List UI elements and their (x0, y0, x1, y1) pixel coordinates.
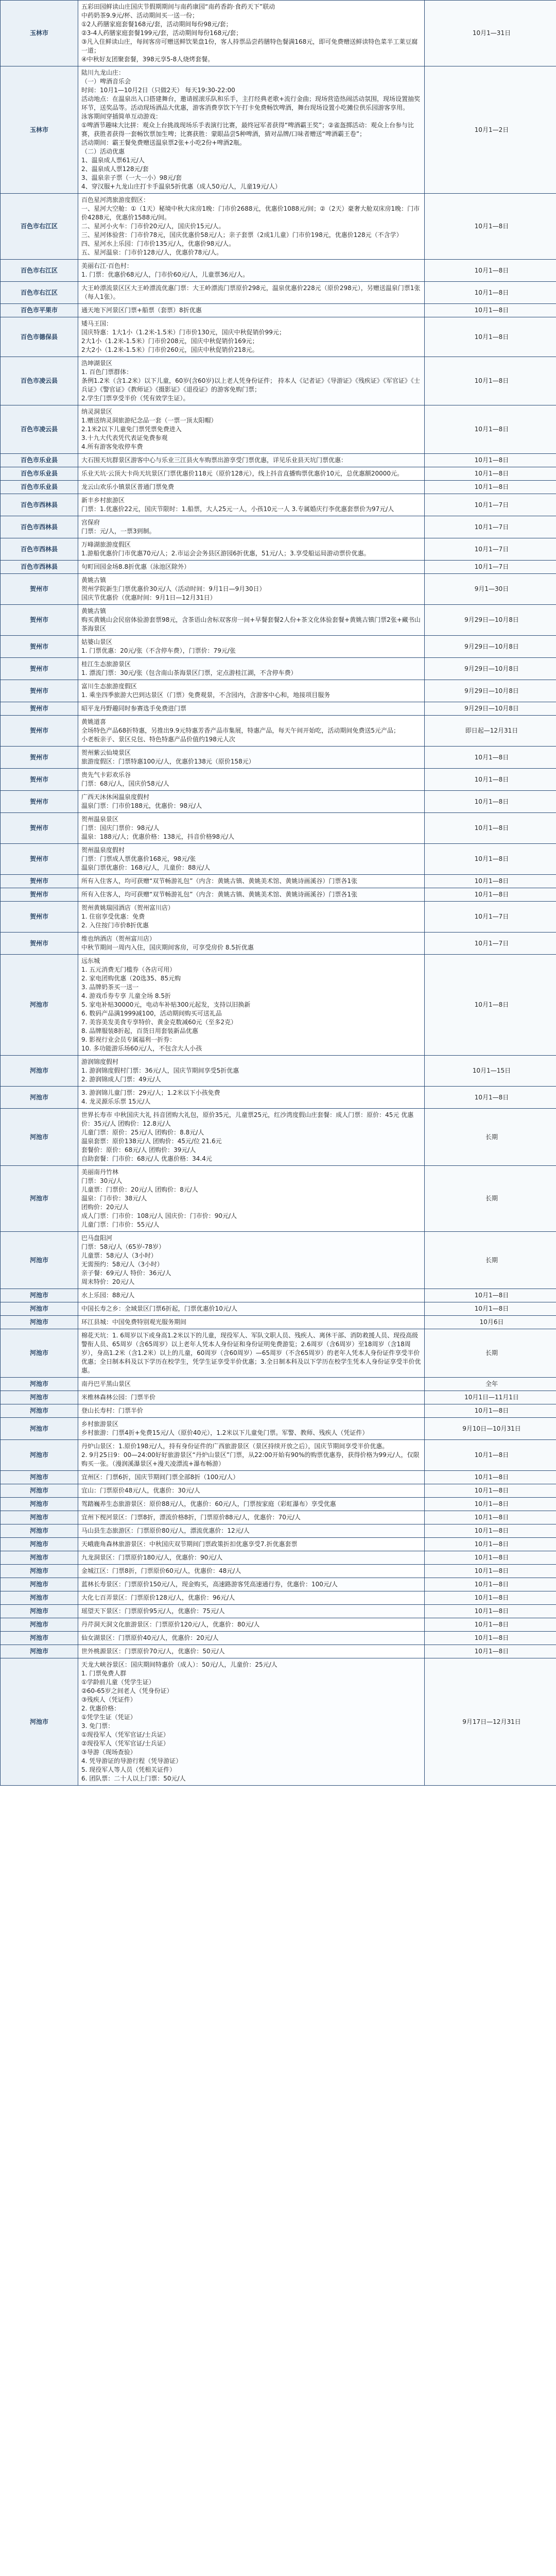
period-cell: 10月1—8日 (425, 317, 556, 357)
detail-cell: 百色星河湾旅游度假区： 一、星河大空舱：①（1天）秘境中秋大床房1晚：门市价2688元，优惠价1088元/间；②（2天）豪奢大舱双床房1晚：门市价4288元，优惠价1588元/间。 二、星河小火车：门市价20元/人，国庆价15元/人。 三、星河体验营：门市价78元，国庆优惠价58元/人；亲子套票（2成1儿童）门市价198元，优惠价128元（不含学） 四、星河水上乐园：门市价135元/人，优惠价98元/人。 五、星河温泉：门市价128元/人，优惠价78元/人。 (78, 194, 425, 260)
city-cell: 贺州市 (1, 702, 78, 716)
period-cell: 10月1—8日 (425, 1538, 556, 1551)
period-cell: 9月17日—12月31日 (425, 1658, 556, 1786)
period-cell: 10月1—8日 (425, 813, 556, 844)
detail-cell: 黄姚古镇 贺州学院新生门票优惠价30元/人（活动时间：9月1日—9月30日） 国庆节优惠价（优惠时间：9月1日—12月31日） (78, 574, 425, 605)
table-row (1, 1, 556, 66)
detail-cell: 桂江生态旅游景区 1. 漂流门票：30元/张（包含南山茶海景区门票，定点游桂江湖，不含停车费） (78, 658, 425, 680)
detail-cell: 丹炉山景区：1.原价198元/人，持有身份证件的广西旅游景区（景区持续开放之后），国庆节期间享受半价优惠。 2. 9月25日9：00—24:00好好旅游景区“丹炉山景区”门票，从22:00开始有90%的购票优惠券，获得价格为99元/人，仅限购买一张。（漫润溪瀑景区+漫天凌漂流+瀑布畅游） (78, 1440, 425, 1471)
table-row (1, 1645, 556, 1658)
city-cell: 百色市西林县 (1, 494, 78, 516)
detail-cell: 宜州区：门票6折，国庆节期间门票全部8折（100元/人） (78, 1471, 425, 1484)
period-cell: 9月29日—10月8日 (425, 658, 556, 680)
table-row (1, 1056, 556, 1087)
city-cell: 河池市 (1, 1316, 78, 1329)
city-cell: 河池市 (1, 1551, 78, 1565)
table-row (1, 702, 556, 716)
period-cell: 10月1—8日 (425, 467, 556, 481)
detail-cell: 天龙大峡谷景区：国庆期间特惠价（成人）：50元/人，儿童价：25元/人 1. 门票免费人群 ①学龄前儿童（凭学生证） ②60-65岁之间老人（凭身份证） ③残疾人（凭证件） 2. 优惠价格： ①凭学生证（凭证） 3. 免门票： ①现役军人（凭军官证/士兵证） ②现役军人（凭军官证/士兵证） ③导游（现场查验） 4. 凭导游证的导游行程（凭导游证） 5. 现役军人等人员（凭相关证件） 6. 团队票：二十人以上门票：50元/人 (78, 1658, 425, 1786)
city-cell: 河池市 (1, 955, 78, 1056)
city-cell: 河池市 (1, 1378, 78, 1391)
period-cell: 10月1—8日 (425, 1440, 556, 1471)
table-row (1, 494, 556, 516)
city-cell: 百色市右江区 (1, 260, 78, 282)
detail-cell: 米椎林森林公园：门票半价 (78, 1391, 425, 1404)
table-row (1, 1404, 556, 1418)
period-cell: 10月1—8日 (425, 1087, 556, 1109)
period-cell: 10月1—8日 (425, 1578, 556, 1591)
city-cell: 河池市 (1, 1484, 78, 1498)
table-row (1, 1471, 556, 1484)
city-cell: 河池市 (1, 1645, 78, 1658)
detail-cell: 昭平龙丹野趣同时参赛选手免费进门票 (78, 702, 425, 716)
detail-cell: 黄姚道喜 全场特色产品68折特惠，另推出9.9元特惠芳香产品市集展，特惠产品，每天午间开始吃，活动期间免费送5元产品； 小老板亲子、景区兑包、特色特惠产品价值约198元人次 (78, 716, 425, 747)
detail-cell: 游润锦度假村 1. 游润锦度假村门票：36元/人，国庆节期间享受5折优惠 2. 游润锦成人门票：49元/人 (78, 1056, 425, 1087)
period-cell: 10月1—8日 (425, 1511, 556, 1524)
table-row (1, 481, 556, 494)
table-row (1, 605, 556, 636)
detail-cell: 贺州紫云仙境景区 旅游度假区：门票特惠100元/人，优惠价138元（原价158元） (78, 747, 425, 769)
city-cell: 河池市 (1, 1605, 78, 1618)
detail-cell: 金城江区：门票8折，门票原价60元/人，优惠价：48元/人 (78, 1565, 425, 1578)
detail-cell: 万峰湖旅游度假区 1.游船优惠价门市优惠70元/人；2.市运会会务县区游园6折优惠，51元/人；3.享受船运局游动票价优惠。 (78, 538, 425, 561)
city-cell: 河池市 (1, 1618, 78, 1632)
detail-cell: 贺州黄姚瑞园酒店（贺州富川店） 1. 住宿享受优惠：免费 2. 入住按门市价8折优惠 (78, 902, 425, 933)
city-cell: 百色市乐业县 (1, 454, 78, 467)
city-cell: 百色市乐业县 (1, 467, 78, 481)
city-cell: 河池市 (1, 1498, 78, 1511)
table-row (1, 1511, 556, 1524)
detail-cell: 富川生态旅游度假区 1. 乘坐四季旅游大巴到达景区（门票）免费观景，不含园内，含游客中心和，地接项目服务 (78, 680, 425, 702)
period-cell: 10月6日 (425, 1316, 556, 1329)
period-cell: 9月1—30日 (425, 574, 556, 605)
table-row (1, 813, 556, 844)
table-row (1, 467, 556, 481)
table-row (1, 1658, 556, 1786)
table-row (1, 1524, 556, 1538)
city-cell: 百色市西林县 (1, 538, 78, 561)
period-cell: 10月1—7日 (425, 902, 556, 933)
city-cell: 河池市 (1, 1418, 78, 1440)
table-row (1, 1232, 556, 1289)
period-cell: 10月1—8日 (425, 1404, 556, 1418)
period-cell: 9月29日—10月8日 (425, 702, 556, 716)
table-row (1, 574, 556, 605)
city-cell: 河池市 (1, 1391, 78, 1404)
detail-cell: 维也纳酒店（贺州富川店） 中秋节期间一周内入住，国庆期间客房，可享受房价 8.5折优惠 (78, 933, 425, 955)
table-row (1, 888, 556, 902)
city-cell: 贺州市 (1, 933, 78, 955)
city-cell: 贺州市 (1, 888, 78, 902)
detail-cell: 宫保府 门票：元/人，一票3到制。 (78, 516, 425, 538)
detail-cell: 瑶望天下景区：门票原价95元/人，优惠价：75元/人 (78, 1605, 425, 1618)
city-cell: 河池市 (1, 1166, 78, 1232)
detail-cell: 丹芹洞天洞文化旅游景区：门票原价120元/人，优惠价：80元/人 (78, 1618, 425, 1632)
period-cell: 10月1—8日 (425, 1471, 556, 1484)
table-row (1, 317, 556, 357)
detail-cell: 3. 游润锦儿童门票：29元/人；1.2米以下小孩免费 4. 龙灵源乐乐票 15元/人 (78, 1087, 425, 1109)
table-row (1, 1329, 556, 1378)
detail-cell: 新丰乡村旅游区 门票：1.优惠价22元，国庆节限时：1.船票，大人25元一人，小孩10元一人 3.专属婚庆行李优惠套票价为97元/人 (78, 494, 425, 516)
city-cell: 百色市右江区 (1, 282, 78, 304)
detail-cell: 登山长寿村：门票半价 (78, 1404, 425, 1418)
period-cell: 10月1—8日 (425, 481, 556, 494)
detail-cell: 广西天沐休闲温泉度假村 温泉门票：门市价188元，优惠价：98元/人 (78, 791, 425, 813)
period-cell: 长期 (425, 1232, 556, 1289)
detail-cell: 浩坤湖景区 1. 百色门票群体： 条例1.2米（含1.2米）以下儿童，60岁(含60岁)以上老人凭身份证件； 持本人《记者证》《导游证》《残疾证》《军官证》《士兵证》《警官证》《教师证》《摄影证》《退役证》的游客免购门票； 2.学生门票享受半价（凭有效学生证）。 (78, 357, 425, 405)
table-row (1, 791, 556, 813)
detail-cell: 世外桃源景区：门票原价70元/人，优惠价：50元/人 (78, 1645, 425, 1658)
table-row (1, 1498, 556, 1511)
city-cell: 河池市 (1, 1471, 78, 1484)
detail-cell: 美丽南丹竹林 门票：30元/人 儿童票：门票价：20元/人 团购价：8元/人 温泉：门市价：38元/人 团购价：20元/人 成人门票：门市价：108元/人 国庆价：门市价：90元/人 儿童门票：门市价：55元/人 (78, 1166, 425, 1232)
city-cell: 河池市 (1, 1329, 78, 1378)
table-row (1, 1440, 556, 1471)
period-cell: 10月1—8日 (425, 1605, 556, 1618)
table-row (1, 260, 556, 282)
table-row (1, 1538, 556, 1551)
detail-cell: 美丽右江·百色村： 1. 门票：优惠价68元/人，门市价60元/人，儿童票36元/人。 (78, 260, 425, 282)
period-cell: 10月1—7日 (425, 516, 556, 538)
period-cell: 10月1—8日 (425, 1289, 556, 1302)
city-cell: 贺州市 (1, 605, 78, 636)
table-row (1, 1391, 556, 1404)
table-row (1, 680, 556, 702)
period-cell: 9月10日—10月31日 (425, 1418, 556, 1440)
city-cell: 河池市 (1, 1404, 78, 1418)
period-cell: 10月1—8日 (425, 955, 556, 1056)
city-cell: 百色市平果市 (1, 304, 78, 317)
table-row (1, 1591, 556, 1605)
city-cell: 贺州市 (1, 747, 78, 769)
period-cell: 10月1—8日 (425, 1645, 556, 1658)
detail-cell: 所有入住客人，均可获赠“双节畅游礼包”（内含：黄姚古镇、黄姚美术馆、黄姚诗画溪谷）门票各1张 (78, 875, 425, 888)
table-row (1, 769, 556, 791)
detail-cell: 贺州温泉度假村 门票：门票成人票优惠价168元，98元/张 温泉门票优惠价：168元/人，儿童价：88元/人 (78, 844, 425, 875)
period-cell: 10月1—8日 (425, 844, 556, 875)
detail-cell: 乡村旅游景区 乡村旅游：门票4折+免费15元/人（原价40元），1.2米以下儿童免门票。军警、教师、残疾人（凭证件） (78, 1418, 425, 1440)
table-row (1, 1605, 556, 1618)
table-row (1, 516, 556, 538)
detail-cell: 大化七百弄景区：门票原价128元/人，优惠价：96元/人 (78, 1591, 425, 1605)
city-cell: 河池市 (1, 1289, 78, 1302)
detail-cell: 大王岭漂流景区区大王岭漂流优惠门票：大王岭漂流门票原价298元，温泉优惠价228元（原价298元），另赠送温泉门票1张（每人1张）。 (78, 282, 425, 304)
period-cell: 10月1—8日 (425, 1618, 556, 1632)
table-row (1, 747, 556, 769)
table-row (1, 716, 556, 747)
city-cell: 贺州市 (1, 902, 78, 933)
table-row (1, 538, 556, 561)
table-row (1, 1484, 556, 1498)
detail-cell: 乐业天坑·云顶大卡尚天坑景区门票优惠价118元（原价128元），线上抖音直播购票优惠价10元，总优惠额20000元。 (78, 467, 425, 481)
city-cell: 百色市西林县 (1, 516, 78, 538)
detail-cell: 黄姚古镇 购买黄姚山会民宿体验游套票98元，含茶语山舍标双客房一间+早餐套餐2人份+茶文化体验套餐+黄姚古镇门票2张+藏书山茶海景区 (78, 605, 425, 636)
period-cell: 10月1—8日 (425, 1302, 556, 1316)
period-cell: 10月1—8日 (425, 791, 556, 813)
table-row (1, 902, 556, 933)
detail-cell: 南丹巴平黑山景区 (78, 1378, 425, 1391)
period-cell: 10月1—2日 (425, 66, 556, 194)
table-row (1, 357, 556, 405)
period-cell: 全年 (425, 1378, 556, 1391)
detail-cell: 姑婆山景区 1. 门票优惠：20元/张（不含停车费），门票价：79元/张 (78, 636, 425, 658)
period-cell: 10月1—8日 (425, 1551, 556, 1565)
detail-cell: 环江县城：中国免费特别观光服务期间 (78, 1316, 425, 1329)
city-cell: 河池市 (1, 1511, 78, 1524)
detail-cell: 句町回园金场8.8折优惠（泳池区除外） (78, 561, 425, 574)
detail-cell: 仙女湖景区：门票原价40元/人，优惠价：20元/人 (78, 1632, 425, 1645)
period-cell: 10月1—8日 (425, 888, 556, 902)
period-cell: 长期 (425, 1166, 556, 1232)
period-cell: 9月29日—10月8日 (425, 636, 556, 658)
city-cell: 百色市右江区 (1, 194, 78, 260)
table-row (1, 66, 556, 194)
period-cell: 10月1—8日 (425, 1484, 556, 1498)
detail-cell: 远东城 1. 五元消费无门槛券（各店可用） 2. 家电团购优惠（20选35、85元购 3. 品牌奶茶买一送一 4. 游戏币券专享 儿童全场 8.5折 5. 家电补贴30000元，电动车补贴300元起发，支持以旧换新 6. 数码产品满1999减100，活动期间购买可送礼品 7. 美容美发美食专享特价、黄金克数减60元（至多2克） 8. 品牌服装8折起，百货日用套装新品优惠 9. 影视行业会员专属福利一折券： 10. 多功能游乐场60元/人，不包含大人小孩 (78, 955, 425, 1056)
table-row (1, 1632, 556, 1645)
table-row (1, 282, 556, 304)
table-row (1, 561, 556, 574)
table-row (1, 454, 556, 467)
detail-cell: 龙云山欢乐小镇景区普通门票免费 (78, 481, 425, 494)
period-cell: 10月1—8日 (425, 194, 556, 260)
city-cell: 贺州市 (1, 769, 78, 791)
table-row (1, 1166, 556, 1232)
city-cell: 贺州市 (1, 875, 78, 888)
detail-cell: 巴马盘阳河 门票：58元/人（65岁-78岁） 儿童票：58元/人（3小时） 无需预约：58元/人（3小时） 亲子餐：69元/人 特价：36元/人 周末特价：20元/人 (78, 1232, 425, 1289)
table-row (1, 1565, 556, 1578)
detail-cell: 贵先气卡彩欢乐谷 门票：68元/人，国庆价58元/人 (78, 769, 425, 791)
table-row (1, 1418, 556, 1440)
table-row (1, 194, 556, 260)
promotion-table-body (1, 1, 556, 1786)
city-cell: 河池市 (1, 1440, 78, 1471)
city-cell: 河池市 (1, 1232, 78, 1289)
city-cell: 河池市 (1, 1302, 78, 1316)
detail-cell: 大石围天坑群景区游客中心与乐业三江县火车购票出游享受门票优惠，详见乐业县天坑门票优惠： (78, 454, 425, 467)
table-row (1, 844, 556, 875)
period-cell: 10月1日—11月1日 (425, 1391, 556, 1404)
period-cell: 10月1—7日 (425, 561, 556, 574)
city-cell: 贺州市 (1, 813, 78, 844)
city-cell: 百色市西林县 (1, 561, 78, 574)
city-cell: 玉林市 (1, 1, 78, 66)
period-cell: 10月1—8日 (425, 260, 556, 282)
period-cell: 10月1—8日 (425, 1524, 556, 1538)
table-row (1, 405, 556, 454)
period-cell: 10月1—8日 (425, 1632, 556, 1645)
detail-cell: 纳灵洞景区 1.赠送纳灵洞旅游纪念品一套（一票一顶太阳帽） 2.1米2以下儿童免门票凭票免费进入 3.十九大代表凭代表证免费参观 4.所有游客免收停车费 (78, 405, 425, 454)
city-cell: 河池市 (1, 1591, 78, 1605)
table-row (1, 1087, 556, 1109)
detail-cell: 棉花天坑：1. 6周岁以下或身高1.2米以下的儿童，现役军人、军队文职人员、残疾人、离休干部、消防救援人员、现役高级警衔人员、65周岁（含65周岁）以上老年人凭本人身份证和身份证明免费游览；2.6周岁（含6周岁）至18周岁（含18周岁），身高1.2米（含1.2米）以上的儿童，60周岁（含60周岁）—65周岁（不含65周岁）的老年人凭本人身份证件享受半价优惠；全日制本科及以下学历在校学生，凭学生证享受半价优惠；3.全日制本科及以下学历在校学生凭本人身份证享受半价优惠。 (78, 1329, 425, 1378)
table-row (1, 304, 556, 317)
detail-cell: 驾踏巍养生态旅游景区：原价88元/人，优惠价：60元/人，门票按家庭（彩虹瀑布）享受优惠 (78, 1498, 425, 1511)
table-row (1, 658, 556, 680)
period-cell: 10月1—7日 (425, 538, 556, 561)
city-cell: 贺州市 (1, 791, 78, 813)
city-cell: 百色市凌云县 (1, 405, 78, 454)
period-cell: 10月1—8日 (425, 747, 556, 769)
period-cell: 10月1—15日 (425, 1056, 556, 1087)
city-cell: 百色市乐业县 (1, 481, 78, 494)
city-cell: 贺州市 (1, 636, 78, 658)
table-row (1, 1289, 556, 1302)
period-cell: 10月1—8日 (425, 769, 556, 791)
table-row (1, 1551, 556, 1565)
detail-cell: 九龙洞景区：门票原价180元/人，优惠价：90元/人 (78, 1551, 425, 1565)
table-row (1, 875, 556, 888)
period-cell: 10月1—8日 (425, 454, 556, 467)
period-cell: 10月1—31日 (425, 1, 556, 66)
table-row (1, 1578, 556, 1591)
period-cell: 长期 (425, 1109, 556, 1166)
table-row (1, 1109, 556, 1166)
city-cell: 百色市德保县 (1, 317, 78, 357)
period-cell: 9月29日—10月8日 (425, 680, 556, 702)
city-cell: 河池市 (1, 1109, 78, 1166)
period-cell: 10月1—8日 (425, 1498, 556, 1511)
table-row (1, 955, 556, 1056)
table-row (1, 1302, 556, 1316)
period-cell: 10月1—8日 (425, 282, 556, 304)
detail-cell: 宜州下枧河景区：门票8折，漂流价格8折，门票原价88元/人，优惠价：70元/人 (78, 1511, 425, 1524)
city-cell: 贺州市 (1, 844, 78, 875)
detail-cell: 陆川九龙山庄： （一）啤酒音乐会 时间：10月1—10月2日（只做2天） 每天19:30-22:00 活动地点：在温泉出入口搭建舞台，邀请摇滚乐队和乐手，主打经典老歌+流行金曲；现场营造热闹活动氛围，现场设置抽奖环节，送奖品等。活动现场酒品大优惠，游客消费享饮下午打卡免费畅饮啤酒，舞台现场设置小吃摊位供乐园游客享用。 泳客期间穿插简单互动游戏： ①啤酒节趣味大比拼：观众上台挑战现场乐手表演行比赛，最终冠军者获得“啤酒霸王奖”；②雀盔掷活动：观众上台参与比赛，获胜者获得一套畅饮票加生啤；比赛获胜：蒙眼品尝5种啤酒，猜对品牌/口味者赠送“啤酒霸王卷”； 活动期间：霸王餐免费赠送温泉票2张+小吃2份+啤酒2瓶。 （二）活动优惠 1、温泉成人票61元/人 2、温泉成人票128元/套 3、温泉亲子票（一大一小）98元/套 4、穿汉服+九龙山庄打卡手温泉5折优惠（成人50元/人，儿童19元/人） (78, 66, 425, 194)
detail-cell: 贺州温泉景区 门票：国庆门票价：98元/人 温泉：188元/人；优惠价格：138元，抖音价格98元/人 (78, 813, 425, 844)
city-cell: 河池市 (1, 1524, 78, 1538)
detail-cell: 所有入住客人，均可获赠“双节畅游礼包”（内含：黄姚古镇、黄姚美术馆、黄姚诗画溪谷）门票各1张 (78, 888, 425, 902)
period-cell: 10月1—7日 (425, 933, 556, 955)
detail-cell: 宜山：门票原价48元/人，优惠价：30元/人 (78, 1484, 425, 1498)
period-cell: 10月1—8日 (425, 304, 556, 317)
city-cell: 贺州市 (1, 680, 78, 702)
detail-cell: 蓝林长寿景区：门票原价150元/人，现金购买，高速路游客凭高速通行券，优惠价：100元/人 (78, 1578, 425, 1591)
period-cell: 10月1—8日 (425, 1591, 556, 1605)
detail-cell: 中国长寿之乡：全域景区门票6折起，门票优惠价10元/人 (78, 1302, 425, 1316)
table-row (1, 636, 556, 658)
city-cell: 百色市凌云县 (1, 357, 78, 405)
detail-cell: 天峨鹿角森林旅游景区：中秋国庆双节期间门票政策折扣优惠享受7.折优惠套票 (78, 1538, 425, 1551)
city-cell: 河池市 (1, 1056, 78, 1087)
period-cell: 10月1—8日 (425, 357, 556, 405)
city-cell: 贺州市 (1, 574, 78, 605)
city-cell: 河池市 (1, 1578, 78, 1591)
table-row (1, 1618, 556, 1632)
period-cell: 长期 (425, 1329, 556, 1378)
table-row (1, 1378, 556, 1391)
city-cell: 玉林市 (1, 66, 78, 194)
detail-cell: 通天地下河景区门票+船票（套票）8折优惠 (78, 304, 425, 317)
city-cell: 河池市 (1, 1538, 78, 1551)
city-cell: 河池市 (1, 1658, 78, 1786)
detail-cell: 矮马王国： 国庆特惠：1大1小（1.2米-1.5米）门市价130元，国庆中秋促销价99元； 2大1小（1.2米-1.5米）门市价208元，国庆中秋促销价169元； 2大2小（1.2米-1.5米）门市价260元，国庆中秋促销价218元。 (78, 317, 425, 357)
period-cell: 即日起—12月31日 (425, 716, 556, 747)
period-cell: 10月1—7日 (425, 494, 556, 516)
period-cell: 9月29日—10月8日 (425, 605, 556, 636)
detail-cell: 五彩田园鲜读山庄国庆节假期期间与南药康园“南药香韵·食药天下”联动 中药奶茶9.9元/杯、活动期间买一送一份； ①2人药膳家庭套餐168元/套，活动期间每份98元/套； ②3-4人药膳家庭套餐199元/套，活动期间每份168元/套； ③凡入住鲜读山庄，每间客房可赠送鲜饮果盘1份，客人持票品尝药膳特色餐满168元，即可免费赠送鲜读特色菜半工莱豆腐一道； ④中秋好友团聚套餐，398元享5-8人烧烤套餐。 (78, 1, 425, 66)
detail-cell: 水上乐园：88元/人 (78, 1289, 425, 1302)
table-row (1, 933, 556, 955)
city-cell: 河池市 (1, 1087, 78, 1109)
table-row (1, 1316, 556, 1329)
detail-cell: 马山县生态旅游区：门票原价80元/人，漂流优惠价：12元/人 (78, 1524, 425, 1538)
period-cell: 10月1—8日 (425, 1565, 556, 1578)
detail-cell: 世界长寿市 中秋国庆大礼 抖音团购大礼包，原价35元，儿童票25元，红沙湾度假山庄套餐：成人门票：原价：45元 优惠价：35元/人 团购价：12.8元/人 儿童门票：原价：25元/人 团购价：8.8元/人 温泉套票：原价138元/人 团购价：45元/位 21.6元 套餐价：原价：68元/人 团购价：39元/人 自助套餐：门市价：68元/人 优惠价格：34.4元 (78, 1109, 425, 1166)
period-cell: 10月1—8日 (425, 405, 556, 454)
city-cell: 河池市 (1, 1632, 78, 1645)
city-cell: 贺州市 (1, 658, 78, 680)
city-cell: 贺州市 (1, 716, 78, 747)
period-cell: 10月1—8日 (425, 875, 556, 888)
city-cell: 河池市 (1, 1565, 78, 1578)
